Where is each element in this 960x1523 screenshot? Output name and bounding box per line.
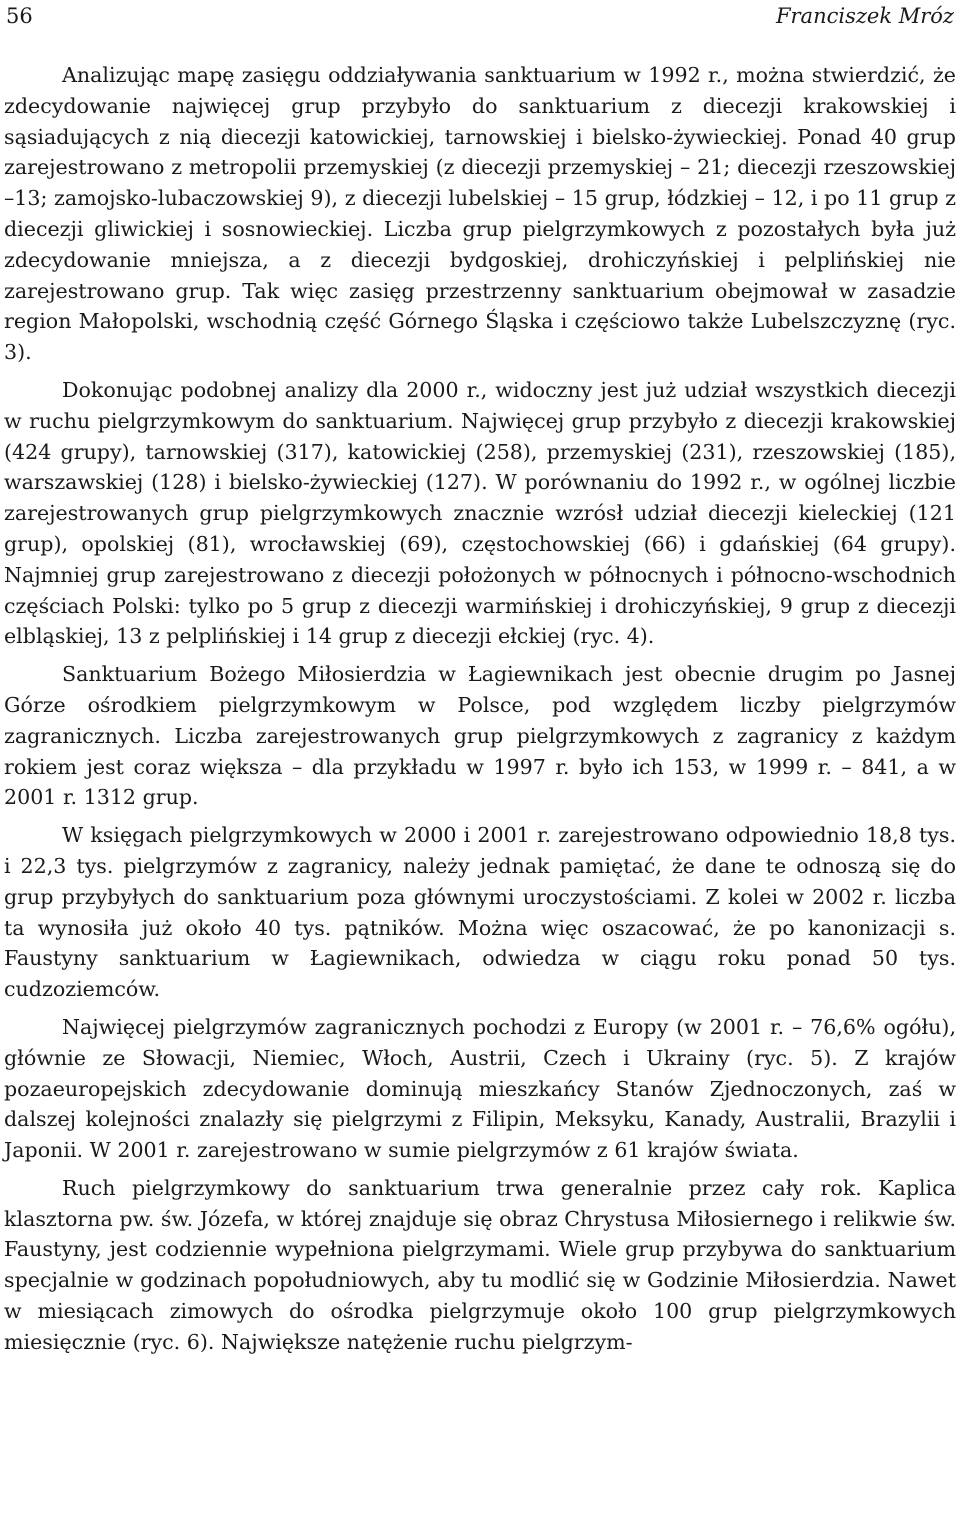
running-header <box>6 0 954 32</box>
paragraph-5: Najwięcej pielgrzymów zagranicznych pochodzi z Europy (w 2001 r. – 76,6% ogółu), głównie ze Słowacji, Niemiec, Włoch, Austrii, Czech i Ukrainy (ryc. 5). Z krajów pozaeuropejskich zdecydowanie dominują mieszkańcy Stanów Zjednoczonych, zaś w dalszej kolejności znalazły się pielgrzymi z Filipin, Meksyku, Kanady, Australii, Brazylii i Japonii. W 2001 r. zarejestrowano w sumie pielgrzymów z 61 krajów świata. <box>4 1014 956 1163</box>
paragraph-4: W księgach pielgrzymkowych w 2000 i 2001 r. zarejestrowano odpowiednio 18,8 tys. i 22,3 tys. pielgrzymów z zagranicy, należy jednak pamiętać, że dane te odnoszą się do grup przybyłych do sanktuarium poza głównymi uroczystościami. Z kolei w 2002 r. liczba ta wynosiła już około 40 tys. pątników. Można więc oszacować, że po kanonizacji s. Faustyny sanktuarium w Łagiewnikach, odwiedza w ciągu roku ponad 50 tys. cudzoziemców. <box>4 823 956 1002</box>
paragraph-3: Sanktuarium Bożego Miłosierdzia w Łagiewnikach jest obecnie drugim po Jasnej Górze ośrodkiem pielgrzymkowym w Polsce, pod względem liczby pielgrzymów zagranicznych. Liczba zarejestrowanych grup pielgrzymkowych z zagranicy z każdym rokiem jest coraz większa – dla przykładu w 1997 r. było ich 153, w 1999 r. – 841, a w 2001 r. 1312 grup. <box>4 662 956 810</box>
paragraph-6: Ruch pielgrzymkowy do sanktuarium trwa generalnie przez cały rok. Kaplica klasztorna pw. św. Józefa, w której znajduje się obraz Chrystusa Miłosiernego i relikwie św. Faustyny, jest codziennie wypełniona pielgrzymami. Wiele grup przybywa do sanktuarium specjalnie w godzinach popołudniowych, aby tu modlić się w Godzinie Miłosierdzia. Nawet w miesiącach zimowych do ośrodka pielgrzymuje około 100 grup pielgrzymkowych miesięcznie (ryc. 6). Największe natężenie ruchu pielgrzym- <box>4 1175 956 1354</box>
page-number: 56 <box>6 4 33 28</box>
paragraph-2: Dokonując podobnej analizy dla 2000 r., widoczny jest już udział wszystkich diecezji w ruchu pielgrzymkowym do sanktuarium. Najwięcej grup przybyło z diecezji krakowskiej (424 grupy), tarnowskiej (317), katowickiej (258), przemyskiej (231), rzeszowskiej (185), warszawskiej (128) i bielsko-żywieckiej (127). W porównaniu do 1992 r., w ogólnej liczbie zarejestrowanych grup pielgrzymkowych znacznie wzrósł udział diecezji kieleckiej (121 grup), opolskiej (81), wrocławskiej (69), częstochowskiej (66) i gdańskiej (64 grupy). Najmniej grup zarejestrowano z diecezji położonych w północnych i północno-wschodnich częściach Polski: tylko po 5 grup z diecezji warmińskiej i drohiczyńskiej, 9 grup z diecezji elbląskiej, 13 z pelplińskiej i 14 grup z diecezji ełckiej (ryc. 4). <box>4 377 956 649</box>
paragraph-1: Analizując mapę zasięgu oddziaływania sanktuarium w 1992 r., można stwierdzić, że zdecydowanie najwięcej grup przybyło do sanktuarium z diecezji krakowskiej i sąsiadujących z nią diecezji katowickiej, tarnowskiej i bielsko-żywieckiej. Ponad 40 grup zarejestrowano z metropolii przemyskiej (z diecezji przemyskiej – 21; diecezji rzeszowskiej –13; zamojsko-lubaczowskiej 9), z diecezji lubelskiej – 15 grup, łódzkiej – 12, i po 11 grup z diecezji gliwickiej i sosnowieckiej. Liczba grup pielgrzymkowych z pozostałych była już zdecydowanie mniejsza, a z diecezji bydgoskiej, drohiczyńskiej i pelplińskiej nie zarejestrowano grup. Tak więc zasięg przestrzenny sanktuarium obejmował w zasadzie region Małopolski, wschodnią część Górnego Śląska i częściowo także Lubelszczyznę (ryc. 3). <box>4 63 956 365</box>
body-text <box>4 60 956 1358</box>
running-author: Franciszek Mróz <box>775 4 954 28</box>
